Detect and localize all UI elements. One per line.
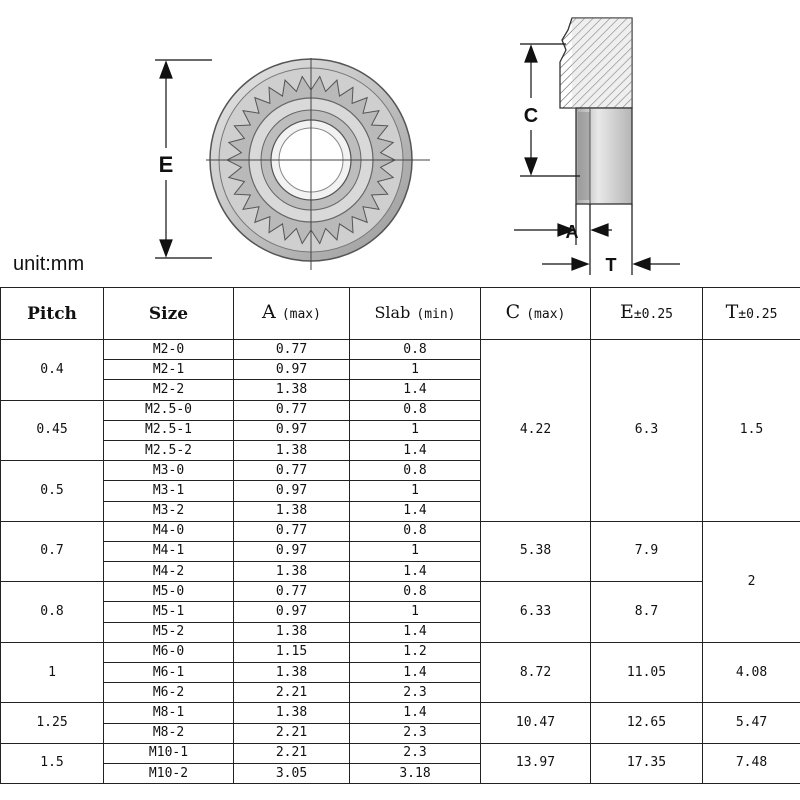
dimension-label-a: A bbox=[565, 222, 579, 242]
a-cell: 1.38 bbox=[234, 703, 350, 723]
slab-cell: 2.3 bbox=[350, 723, 481, 743]
size-cell: M2.5-1 bbox=[104, 420, 234, 440]
table-header-row bbox=[1, 288, 800, 340]
header-a: A (max) bbox=[234, 288, 350, 340]
pitch-cell: 1.5 bbox=[1, 743, 104, 783]
size-cell: M8-2 bbox=[104, 723, 234, 743]
t-cell: 1.5 bbox=[703, 340, 800, 522]
size-cell: M6-2 bbox=[104, 683, 234, 703]
a-cell: 1.38 bbox=[234, 501, 350, 521]
a-cell: 1.38 bbox=[234, 380, 350, 400]
table-row bbox=[1, 642, 800, 662]
e-cell: 8.7 bbox=[591, 582, 703, 643]
a-cell: 1.38 bbox=[234, 663, 350, 683]
a-cell: 0.77 bbox=[234, 582, 350, 602]
pitch-cell: 0.5 bbox=[1, 461, 104, 522]
slab-cell: 1 bbox=[350, 602, 481, 622]
a-cell: 3.05 bbox=[234, 763, 350, 783]
c-cell: 10.47 bbox=[481, 703, 591, 743]
size-cell: M2-0 bbox=[104, 340, 234, 360]
slab-cell: 1.4 bbox=[350, 622, 481, 642]
slab-cell: 1 bbox=[350, 360, 481, 380]
table-row bbox=[1, 521, 800, 541]
table-row bbox=[1, 340, 800, 360]
slab-cell: 0.8 bbox=[350, 340, 481, 360]
slab-cell: 1 bbox=[350, 541, 481, 561]
size-cell: M3-2 bbox=[104, 501, 234, 521]
slab-cell: 1.4 bbox=[350, 663, 481, 683]
slab-cell: 2.3 bbox=[350, 743, 481, 763]
size-cell: M6-0 bbox=[104, 642, 234, 662]
c-cell: 5.38 bbox=[481, 521, 591, 582]
a-cell: 0.97 bbox=[234, 481, 350, 501]
c-cell: 13.97 bbox=[481, 743, 591, 783]
slab-cell: 1 bbox=[350, 481, 481, 501]
size-cell: M6-1 bbox=[104, 663, 234, 683]
a-cell: 2.21 bbox=[234, 683, 350, 703]
e-cell: 7.9 bbox=[591, 521, 703, 582]
size-cell: M2.5-2 bbox=[104, 440, 234, 460]
size-cell: M4-1 bbox=[104, 541, 234, 561]
size-cell: M3-0 bbox=[104, 461, 234, 481]
slab-cell: 1 bbox=[350, 420, 481, 440]
size-cell: M10-2 bbox=[104, 763, 234, 783]
a-cell: 0.77 bbox=[234, 521, 350, 541]
pitch-cell: 0.7 bbox=[1, 521, 104, 582]
size-cell: M2-1 bbox=[104, 360, 234, 380]
size-cell: M10-1 bbox=[104, 743, 234, 763]
a-cell: 0.97 bbox=[234, 360, 350, 380]
e-cell: 12.65 bbox=[591, 703, 703, 743]
size-cell: M4-2 bbox=[104, 562, 234, 582]
dimension-label-e: E bbox=[158, 152, 174, 177]
slab-cell: 1.4 bbox=[350, 562, 481, 582]
header-e: E±0.25 bbox=[591, 288, 703, 340]
slab-cell: 1.4 bbox=[350, 501, 481, 521]
size-cell: M3-1 bbox=[104, 481, 234, 501]
nut-front-view bbox=[206, 58, 430, 270]
spec-table bbox=[0, 287, 800, 784]
c-cell: 4.22 bbox=[481, 340, 591, 522]
pitch-cell: 0.4 bbox=[1, 340, 104, 401]
slab-cell: 0.8 bbox=[350, 521, 481, 541]
header-size: Size bbox=[104, 288, 234, 340]
a-cell: 0.77 bbox=[234, 340, 350, 360]
slab-cell: 0.8 bbox=[350, 582, 481, 602]
header-slab: Slab (min) bbox=[350, 288, 481, 340]
size-cell: M2.5-0 bbox=[104, 400, 234, 420]
c-cell: 6.33 bbox=[481, 582, 591, 643]
t-cell: 7.48 bbox=[703, 743, 800, 783]
slab-cell: 0.8 bbox=[350, 400, 481, 420]
a-cell: 2.21 bbox=[234, 723, 350, 743]
a-cell: 1.38 bbox=[234, 440, 350, 460]
unit-label: unit:mm bbox=[13, 253, 85, 275]
header-c: C (max) bbox=[481, 288, 591, 340]
a-cell: 0.77 bbox=[234, 400, 350, 420]
slab-cell: 0.8 bbox=[350, 461, 481, 481]
e-cell: 17.35 bbox=[591, 743, 703, 783]
a-cell: 0.97 bbox=[234, 602, 350, 622]
pitch-cell: 0.45 bbox=[1, 400, 104, 461]
size-cell: M2-2 bbox=[104, 380, 234, 400]
slab-cell: 2.3 bbox=[350, 683, 481, 703]
size-cell: M4-0 bbox=[104, 521, 234, 541]
c-cell: 8.72 bbox=[481, 642, 591, 703]
dimension-label-c: C bbox=[523, 105, 539, 127]
header-t: T±0.25 bbox=[703, 288, 800, 340]
a-cell: 0.97 bbox=[234, 420, 350, 440]
a-cell: 0.97 bbox=[234, 541, 350, 561]
t-cell: 2 bbox=[703, 521, 800, 642]
table-row bbox=[1, 703, 800, 723]
size-cell: M8-1 bbox=[104, 703, 234, 723]
table-row bbox=[1, 743, 800, 763]
slab-cell: 1.4 bbox=[350, 440, 481, 460]
t-cell: 4.08 bbox=[703, 642, 800, 703]
size-cell: M5-0 bbox=[104, 582, 234, 602]
e-cell: 6.3 bbox=[591, 340, 703, 522]
a-cell: 1.38 bbox=[234, 622, 350, 642]
table-row bbox=[1, 582, 800, 602]
header-pitch: Pitch bbox=[1, 288, 104, 340]
a-cell: 1.15 bbox=[234, 642, 350, 662]
slab-cell: 3.18 bbox=[350, 763, 481, 783]
pitch-cell: 1 bbox=[1, 642, 104, 703]
slab-cell: 1.2 bbox=[350, 642, 481, 662]
t-cell: 5.47 bbox=[703, 703, 800, 743]
a-cell: 1.38 bbox=[234, 562, 350, 582]
a-cell: 0.77 bbox=[234, 461, 350, 481]
technical-drawing bbox=[0, 0, 800, 285]
pitch-cell: 0.8 bbox=[1, 582, 104, 643]
pitch-cell: 1.25 bbox=[1, 703, 104, 743]
slab-cell: 1.4 bbox=[350, 380, 481, 400]
a-cell: 2.21 bbox=[234, 743, 350, 763]
e-cell: 11.05 bbox=[591, 642, 703, 703]
dimension-label-t: T bbox=[605, 255, 617, 275]
size-cell: M5-1 bbox=[104, 602, 234, 622]
slab-cell: 1.4 bbox=[350, 703, 481, 723]
size-cell: M5-2 bbox=[104, 622, 234, 642]
